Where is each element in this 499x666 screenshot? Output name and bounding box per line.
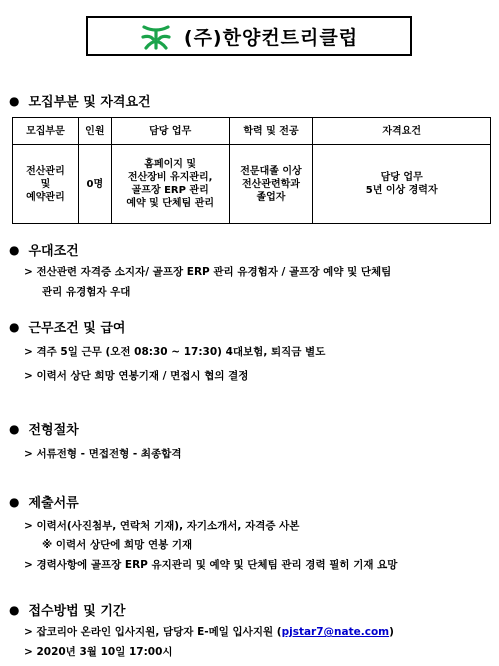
section-title: 우대조건 [28,244,79,259]
cell-line: 전산관련학과 [242,178,300,190]
cell-requirements [313,145,491,224]
process-line: > 서류전형 - 면접전형 - 최종합격 [24,448,182,460]
section-title: 접수방법 및 기간 [28,604,126,619]
benefits-line-cont: 관리 유경험자 우대 [42,286,131,298]
conditions-line: > 이력서 상단 희망 연봉기재 / 면접시 협의 결정 [24,370,249,382]
documents-note: ※ 이력서 상단에 희망 연봉 기재 [42,539,193,551]
section-application-heading [9,600,125,619]
cell-duties [111,145,229,224]
application-line [24,624,394,639]
cell-line: 전산장비 유지관리, [127,172,213,183]
column-header: 학력 및 전공 [229,118,313,145]
column-header: 담당 업무 [111,118,229,145]
bullet-icon: ● [9,93,20,108]
cell-line: 및 [40,178,51,190]
cell-line: 전산관리 [26,165,65,177]
application-text: > 잡코리아 온라인 입사지원, 담당자 E-메일 입사지원 ( [24,626,282,638]
section-process-heading [9,419,79,438]
section-title: 제출서류 [28,496,79,511]
bullet-icon: ● [9,319,20,334]
bullet-icon: ● [9,494,20,509]
application-text: ) [389,626,394,638]
cell-line: 골프장 ERP 관리 [131,185,209,196]
title-box [86,16,412,56]
column-header: 모집부문 [13,118,79,145]
benefits-line: > 전산관련 자격증 소지자/ 골프장 ERP 관리 유경험자 / 골프장 예약 및 단체팀 [24,266,392,278]
table-row [13,145,491,224]
application-line: > 2020년 3월 10일 17:00시 [24,646,173,658]
cell-education [229,145,313,224]
section-benefits-heading [9,240,79,259]
bullet-icon: ● [9,421,20,436]
conditions-line: > 격주 5일 근무 (오전 08:30 ~ 17:30) 4대보험, 퇴직금 별도 [24,346,326,358]
cell-line: 담당 업무 [380,172,423,183]
email-link[interactable]: pjstar7@nate.com [281,626,390,638]
column-header: 인원 [78,118,111,145]
cell-headcount: 0명 [78,145,111,224]
column-header: 자격요건 [313,118,491,145]
cell-line: 5년 이상 경력자 [365,185,438,196]
section-title: 근무조건 및 급여 [28,321,126,336]
section-conditions-heading [9,317,125,336]
recruit-table [12,117,491,224]
company-logo-icon [140,21,172,51]
documents-line: > 경력사항에 골프장 ERP 유지관리 및 예약 및 단체팀 관리 경력 필히 기재 요망 [24,559,398,571]
documents-line: > 이력서(사진첨부, 연락처 기재), 자기소개서, 자격증 사본 [24,520,300,532]
cell-line: 예약관리 [26,191,65,203]
cell-department [13,145,79,224]
table-header-row [13,118,491,145]
cell-line: 예약 및 단체팀 관리 [126,198,215,209]
bullet-icon: ● [9,242,20,257]
section-title: 모집부분 및 자격요건 [28,95,151,110]
cell-line: 전문대졸 이상 [240,165,302,177]
cell-line: 홈페이지 및 [144,159,197,170]
section-title: 전형절차 [28,423,79,438]
bullet-icon: ● [9,602,20,617]
cell-line: 졸업자 [256,191,286,203]
section-documents-heading [9,492,79,511]
page-title: (주)한양컨트리클럽 [183,26,359,49]
section-recruit-heading [9,91,151,110]
